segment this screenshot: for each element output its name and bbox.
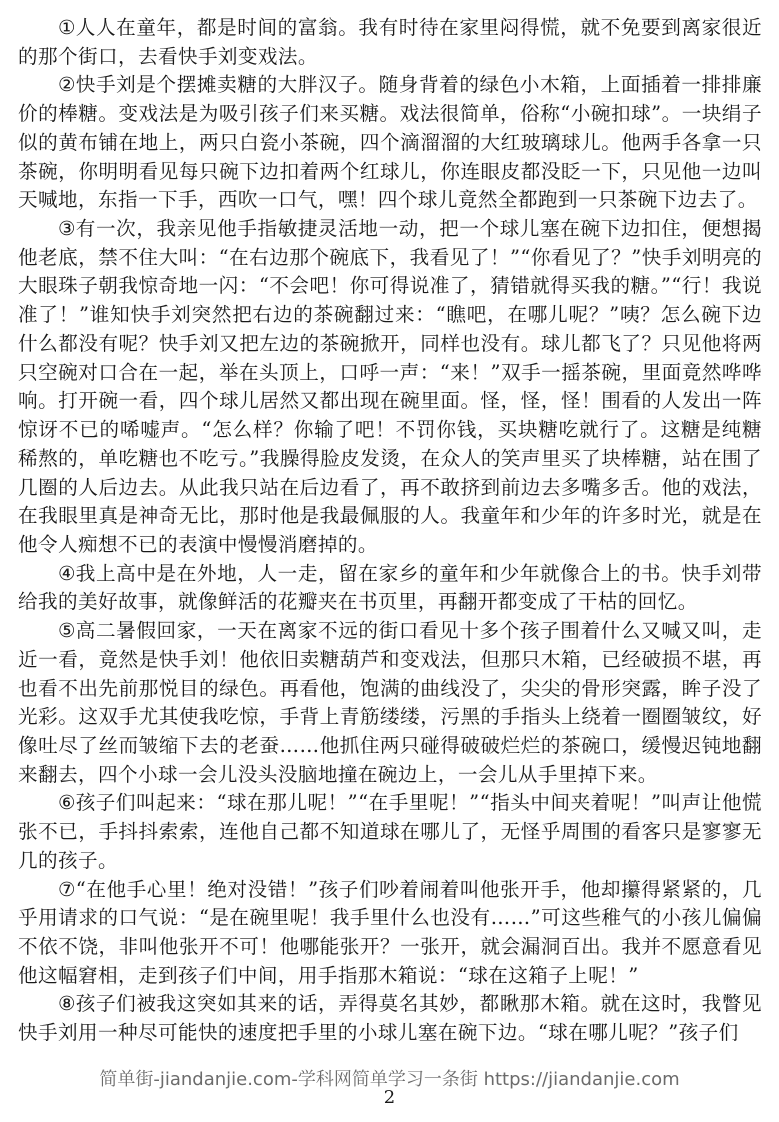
paragraph-number: ⑦ [58,877,76,901]
paragraph-8 [18,990,762,1047]
page-number: 2 [383,1087,396,1108]
paragraph-text: 人人在童年，都是时间的富翁。我有时待在家里闷得慌，就不免要到离家很近的那个街口，去看快手刘变戏法。 [18,16,762,68]
paragraph-number: ⑤ [58,619,76,643]
watermark: 简单街-jiandanjie.com-学科网简单学习一条街 https://jiandanjie.com [99,1069,680,1090]
paragraph-text: 快手刘是个摆摊卖糖的大胖汉子。随身背着的绿色小木箱，上面插着一排排廉价的棒糖。变戏法是为吸引孩子们来买糖。戏法很简单，俗称“小碗扣球”。一块绢子似的黄布铺在地上，两只白瓷小茶碗，四个滴溜溜的大红玻璃球儿。他两手各拿一只茶碗，你明明看见每只碗下边扣着两个红球儿，你连眼皮都没眨一下，只见他一边叫天喊地，东指一下手，西吹一口气，嘿！四个球儿竟然全都跑到一只茶碗下边去了。 [18,73,762,212]
paragraph-number: ④ [58,561,76,585]
paragraph-text: 孩子们叫起来：“球在那儿呢！”“在手里呢！”“指头中间夹着呢！”叫声让他慌张不已，手抖抖索索，连他自己都不知道球在哪儿了，无怪乎周围的看客只是寥寥无几的孩子。 [18,791,762,872]
paragraph-text: 高二暑假回家，一天在离家不远的街口看见十多个孩子围着什么又喊又叫，走近一看，竟然是快手刘！他依旧卖糖葫芦和变戏法，但那只木箱，已经破损不堪，再也看不出先前那悦目的绿色。再看他，饱满的曲线没了，尖尖的骨形突露，眸子没了光彩。这双手尤其使我吃惊，手背上青筋缕缕，污黑的手指头上绕着一圈圈皱纹，好像吐尽了丝而皱缩下去的老蚕……他抓住两只碰得破破烂烂的茶碗口，缓慢迟钝地翻来翻去，四个小球一会儿没头没脑地撞在碗边上，一会儿从手里掉下来。 [18,619,762,786]
paragraph-text: 我上高中是在外地，人一走，留在家乡的童年和少年就像合上的书。快手刘带给我的美好故事，就像鲜活的花瓣夹在书页里，再翻开都变成了干枯的回忆。 [18,561,762,614]
paragraph-number: ⑥ [58,791,76,815]
paragraph-number: ③ [58,217,76,241]
paragraph-5 [18,617,762,789]
paragraph-text: 有一次，我亲见他手指敏捷灵活地一动，把一个球儿塞在碗下边扣住，便想揭他老底，禁不住大叫：“在右边那个碗底下，我看见了！”“你看见了？”快手刘明亮的大眼珠子朝我惊奇地一闪：“不会吧！你可得说准了，猜错就得买我的糖。”“行！我说准了！”谁知快手刘突然把右边的茶碗翻过来：“瞧吧，在哪儿呢？”咦？怎么碗下边什么都没有呢？快手刘又把左边的茶碗掀开，同样也没有。球儿都飞了？只见他将两只空碗对口合在一起，举在头顶上，口呼一声：“来！”双手一摇茶碗，里面竟然哗哗响。打开碗一看，四个球儿居然又都出现在碗里面。怪，怪，怪！围看的人发出一阵惊讶不已的唏嘘声。“怎么样？你输了吧！不罚你钱，买块糖吃就行了。这糖是纯糖稀熬的，单吃糖也不吃亏。”我臊得脸皮发烫，在众人的笑声里买了块棒糖，站在围了几圈的人后边去。从此我只站在后边看了，再不敢挤到前边去多嘴多舌。他的戏法，在我眼里真是神奇无比，那时他是我最佩服的人。我童年和少年的许多时光，就是在他令人痴想不已的表演中慢慢消磨掉的。 [18,217,762,556]
paragraph-text: 孩子们被我这突如其来的话，弄得莫名其妙，都瞅那木箱。就在这时，我瞥见快手刘用一种尽可能快的速度把手里的小球儿塞在碗下边。“球在哪儿呢？”孩子们 [18,992,762,1045]
paragraph-1 [18,14,762,71]
paragraph-number: ⑧ [58,992,76,1016]
paragraph-3 [18,215,762,560]
paragraph-7 [18,876,762,991]
paragraph-4 [18,560,762,617]
paragraph-2 [18,71,762,215]
document-body [18,14,762,1048]
paragraph-number: ① [58,16,76,39]
paragraph-text: “在他手心里！绝对没错！”孩子们吵着闹着叫他张开手，他却攥得紧紧的，几乎用请求的口气说：“是在碗里呢！我手里什么也没有……”可这些稚气的小孩儿偏偏不依不饶，非叫他张开不可！他哪能张开？一张开，就会漏洞百出。我并不愿意看见他这幅窘相，走到孩子们中间，用手指那木箱说：“球在这箱子上呢！” [18,877,762,987]
paragraph-number: ② [58,73,76,97]
paragraph-6 [18,789,762,875]
